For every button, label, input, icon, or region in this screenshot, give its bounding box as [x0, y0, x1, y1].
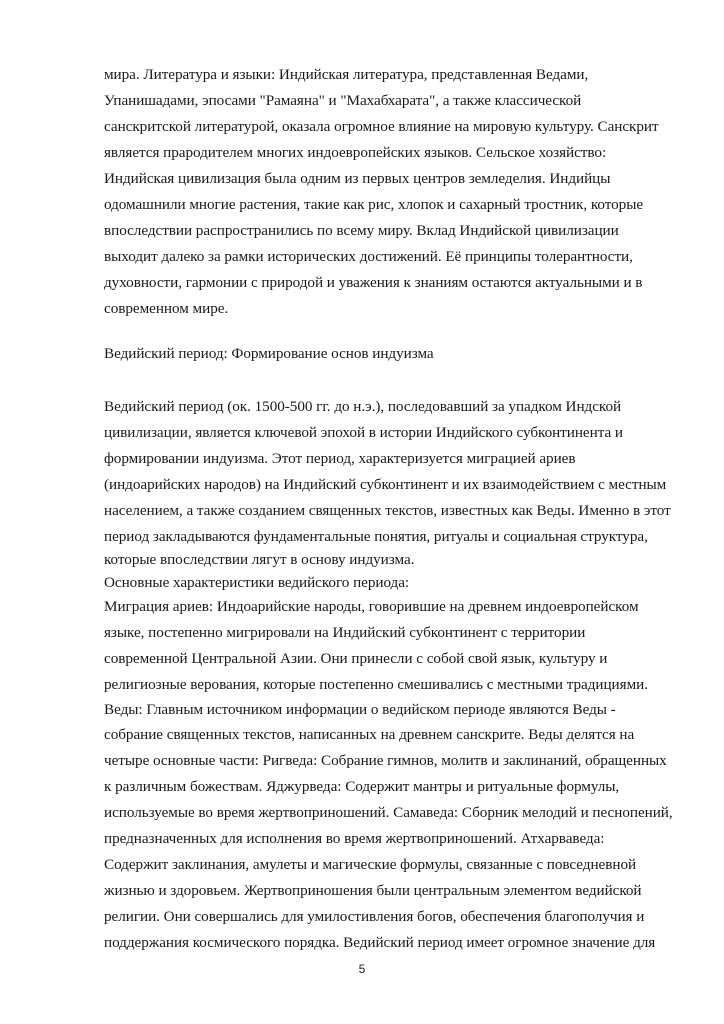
text-line: современном мире.	[104, 300, 229, 317]
text-line: жизнью и здоровьем. Жертвоприношения были центральным элементом ведийской	[104, 882, 642, 899]
text-line: впоследствии распространились по всему миру. Вклад Индийской цивилизации	[104, 222, 619, 239]
text-line: религии. Они совершались для умилостивления богов, обеспечения благополучия и	[104, 908, 645, 925]
text-line: четыре основные части: Ригведа: Собрание гимнов, молитв и заклинаний, обращенных	[104, 752, 667, 769]
text-line: является прародителем многих индоевропейских языков. Сельское хозяйство:	[104, 144, 607, 161]
text-line: которые впоследствии лягут в основу индуизма.	[104, 551, 415, 568]
text-line: предназначенных для исполнения во время жертвоприношений. Атхарваведа:	[104, 830, 605, 847]
text-line: Содержит заклинания, амулеты и магические формулы, связанные с повседневной	[104, 856, 637, 873]
text-line: Упанишадами, эпосами "Рамаяна" и "Махабхарата", а также классической	[104, 92, 582, 109]
page-number: 5	[358, 962, 366, 976]
text-line: мира. Литература и языки: Индийская литература, представленная Ведами,	[104, 66, 589, 83]
text-line: к различным божествам. Яджурведа: Содержит мантры и ритуальные формулы,	[104, 778, 620, 795]
text-line: выходит далеко за рамки исторических достижений. Её принципы толерантности,	[104, 248, 633, 265]
text-line: цивилизации, является ключевой эпохой в истории Индийского субконтинента и	[104, 424, 623, 441]
text-line: религиозные верования, которые постепенно смешивались с местными традициями.	[104, 676, 648, 693]
text-line: период закладываются фундаментальные понятия, ритуалы и социальная структура,	[104, 528, 648, 545]
text-line: санскритской литературой, оказала огромное влияние на мировую культуру. Санскрит	[104, 118, 659, 135]
text-line: Миграция ариев: Индоарийские народы, говорившие на древнем индоевропейском	[104, 598, 639, 615]
text-line: Ведийский период (ок. 1500-500 гг. до н.э.), последовавший за упадком Индской	[104, 398, 622, 415]
text-line: формировании индуизма. Этот период, характеризуется миграцией ариев	[104, 450, 576, 467]
text-line: одомашнили многие растения, такие как рис, хлопок и сахарный тростник, которые	[104, 196, 644, 213]
text-line: Веды: Главным источником информации о ведийском периоде являются Веды -	[104, 701, 616, 718]
text-line: духовности, гармонии с природой и уважения к знаниям остаются актуальными и в	[104, 274, 643, 291]
text-line: поддержания космического порядка. Ведийский период имеет огромное значение для	[104, 934, 656, 951]
text-line: (индоарийских народов) на Индийский субконтинент и их взаимодействием с местным	[104, 476, 667, 493]
text-line: используемые во время жертвоприношений. Самаведа: Сборник мелодий и песнопений,	[104, 804, 673, 821]
text-line: современной Центральной Азии. Они принесли с собой свой язык, культуру и	[104, 650, 608, 667]
section-heading: Ведийский период: Формирование основ индуизма	[104, 345, 434, 362]
text-line: Основные характеристики ведийского периода:	[104, 574, 410, 591]
text-line: Индийская цивилизация была одним из первых центров земледелия. Индийцы	[104, 170, 611, 187]
text-line: языке, постепенно мигрировали на Индийский субконтинент с территории	[104, 624, 586, 641]
text-line: населением, а также созданием священных текстов, известных как Веды. Именно в этот	[104, 502, 671, 519]
text-line: собрание священных текстов, написанных на древнем санскрите. Веды делятся на	[104, 726, 635, 743]
